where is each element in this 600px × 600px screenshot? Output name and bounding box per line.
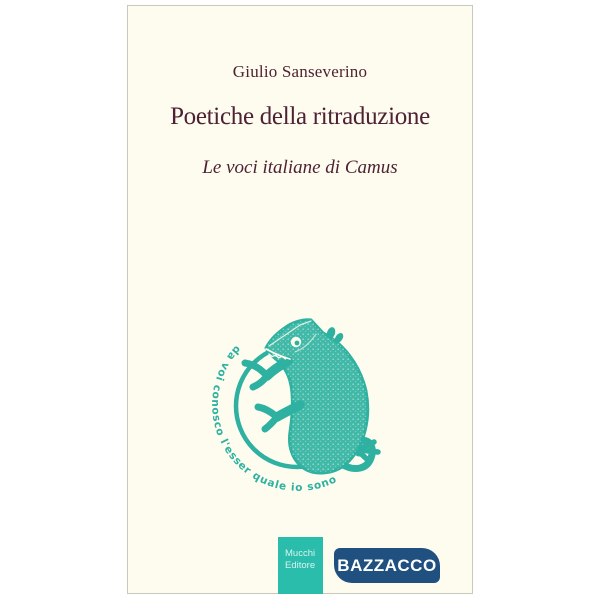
book-title: Poetiche della ritraduzione xyxy=(170,103,430,130)
chameleon-mid-foot xyxy=(258,407,277,429)
book-subtitle: Le voci italiane di Camus xyxy=(202,157,398,178)
chameleon-pupil xyxy=(295,341,300,346)
publisher-name-line1: Mucchi xyxy=(285,548,316,559)
bazzacco-badge xyxy=(334,548,440,583)
author-name: Giulio Sanseverino xyxy=(232,62,368,81)
chameleon-front-foot xyxy=(245,363,267,387)
publisher-name-line2: Editore xyxy=(285,559,316,571)
chameleon-body-texture xyxy=(266,320,368,473)
badge-label: BAZZACCO xyxy=(337,555,437,575)
chameleon-icon xyxy=(245,320,378,473)
book-cover xyxy=(127,5,473,594)
logo-motto: da voi conosco l'esser quale io sono xyxy=(209,343,339,494)
publisher-logo xyxy=(278,537,323,594)
chameleon-logo xyxy=(197,313,397,498)
